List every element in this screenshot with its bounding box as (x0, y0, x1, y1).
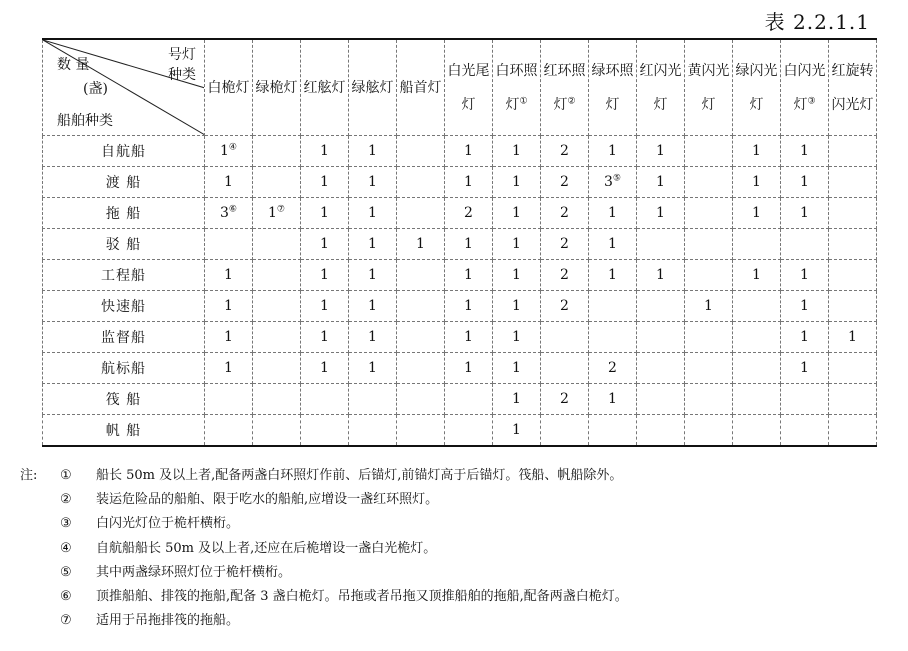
light-count-cell (541, 260, 589, 291)
light-count-cell (829, 260, 877, 291)
light-count-cell (685, 136, 733, 167)
light-count-value: 2 (560, 143, 569, 159)
light-count-cell (733, 384, 781, 415)
light-count-value: 1 (752, 174, 761, 190)
light-count-cell (685, 291, 733, 322)
light-count-cell (541, 229, 589, 260)
light-count-cell (349, 353, 397, 384)
light-count-cell (301, 322, 349, 353)
light-count-cell (733, 229, 781, 260)
footnote-text: 适用于吊拖排筏的拖船。 (96, 613, 240, 629)
light-count-cell (301, 291, 349, 322)
diagonal-header-cell (43, 39, 205, 136)
light-count-cell (829, 136, 877, 167)
light-count-value: 1 (512, 360, 521, 376)
column-header: 绿环照 灯 (589, 39, 637, 136)
footnote-number: ④ (60, 540, 72, 556)
light-count-cell (733, 353, 781, 384)
footnote-text: 自航船船长 50m 及以上者,还应在后桅增设一盏白光桅灯。 (96, 540, 437, 556)
light-count-cell (349, 384, 397, 415)
light-count-cell (397, 415, 445, 447)
footnote-item (20, 464, 628, 488)
light-count-value: 1 (368, 205, 377, 221)
light-count-value: 1 (368, 143, 377, 159)
light-count-cell (637, 291, 685, 322)
light-count-cell (829, 291, 877, 322)
ship-type-cell: 航标船 (43, 353, 205, 384)
light-count-cell (589, 322, 637, 353)
light-count-value: 2 (560, 174, 569, 190)
light-count-cell (733, 291, 781, 322)
light-count-value: 1 (464, 143, 473, 159)
footnote-text: 装运危险品的船舶、限于吃水的船舶,应增设一盏红环照灯。 (96, 492, 439, 508)
light-count-cell (541, 384, 589, 415)
light-count-value: 1 (512, 143, 521, 159)
light-count-value: 1 (224, 174, 233, 190)
light-count-cell (349, 291, 397, 322)
light-count-cell (301, 136, 349, 167)
footnote-text: 顶推船舶、排筏的拖船,配备 3 盏白桅灯。吊拖或者吊拖又顶推船舶的拖船,配备两盏白桅灯。 (96, 589, 628, 605)
light-count-cell (301, 167, 349, 198)
light-count-cell (349, 136, 397, 167)
light-count-cell (301, 229, 349, 260)
table-row (43, 229, 877, 260)
column-header: 红旋转 闪光灯 (829, 39, 877, 136)
light-count-value: 2 (608, 360, 617, 376)
light-count-cell (541, 322, 589, 353)
footnote-item (20, 609, 628, 633)
light-count-cell (733, 136, 781, 167)
light-count-cell (493, 384, 541, 415)
light-count-cell (205, 260, 253, 291)
footnote-lead (20, 561, 60, 585)
light-count-cell (829, 229, 877, 260)
light-count-cell (589, 198, 637, 229)
light-count-cell (445, 291, 493, 322)
light-count-cell (205, 229, 253, 260)
light-count-cell (349, 415, 397, 447)
light-count-value: 1 (512, 267, 521, 283)
light-count-value: 1 (512, 236, 521, 252)
light-count-cell (589, 136, 637, 167)
column-header: 红闪光 灯 (637, 39, 685, 136)
footnote-number: ⑥ (60, 589, 72, 605)
footnote-mark: ④ (228, 142, 237, 153)
light-count-cell (829, 353, 877, 384)
light-count-cell (685, 229, 733, 260)
column-header: 绿闪光 灯 (733, 39, 781, 136)
footnote-mark: ⑥ (228, 204, 237, 215)
column-header: 白闪光 灯③ (781, 39, 829, 136)
table-row (43, 198, 877, 229)
light-count-cell (253, 198, 301, 229)
light-count-value: 2 (560, 205, 569, 221)
light-count-cell (781, 291, 829, 322)
light-count-cell (445, 136, 493, 167)
light-count-value: 1 (608, 143, 617, 159)
light-count-cell (589, 384, 637, 415)
light-count-value: 1 (656, 205, 665, 221)
light-count-cell (349, 229, 397, 260)
light-count-value: 1 (320, 236, 329, 252)
light-count-value: 1 (800, 143, 809, 159)
light-count-cell (541, 167, 589, 198)
light-count-cell (589, 260, 637, 291)
light-count-value: 1 (608, 236, 617, 252)
light-count-value: 1 (224, 360, 233, 376)
light-count-cell (205, 322, 253, 353)
table-row (43, 353, 877, 384)
table-row (43, 136, 877, 167)
column-header: 绿桅灯 (253, 39, 301, 136)
light-count-cell (637, 136, 685, 167)
light-count-cell (733, 198, 781, 229)
light-count-cell (205, 384, 253, 415)
footnote-item (20, 488, 628, 512)
light-count-cell (589, 167, 637, 198)
light-count-value: 1 (512, 205, 521, 221)
footnote-item (20, 537, 628, 561)
light-count-cell (349, 322, 397, 353)
light-count-cell (493, 322, 541, 353)
light-count-cell (637, 198, 685, 229)
light-count-cell (637, 167, 685, 198)
light-count-cell (541, 136, 589, 167)
light-count-value: 1 (752, 143, 761, 159)
light-count-value: 1 (704, 298, 713, 314)
light-count-value: 1 (464, 236, 473, 252)
light-count-cell (589, 291, 637, 322)
light-count-cell (541, 198, 589, 229)
footnote-number: ② (60, 492, 72, 508)
header-row (43, 39, 877, 136)
light-count-value: 1 (464, 360, 473, 376)
light-count-cell (445, 229, 493, 260)
light-count-value: 1 (656, 267, 665, 283)
light-count-cell (637, 384, 685, 415)
footnote-text: 船长 50m 及以上者,配备两盏白环照灯作前、后锚灯,前锚灯高于后锚灯。筏船、帆船除外。 (96, 468, 623, 483)
column-header: 红舷灯 (301, 39, 349, 136)
light-count-cell (205, 136, 253, 167)
light-count-cell (637, 322, 685, 353)
column-header: 白桅灯 (205, 39, 253, 136)
light-count-cell (397, 198, 445, 229)
column-header: 黄闪光 灯 (685, 39, 733, 136)
footnote-number: ⑦ (60, 613, 72, 629)
light-count-cell (301, 198, 349, 229)
light-count-value: 1 (800, 360, 809, 376)
light-count-cell (493, 291, 541, 322)
column-header: 白光尾 灯 (445, 39, 493, 136)
corner-label-light-2: 种类 (168, 67, 196, 83)
light-count-cell (301, 353, 349, 384)
light-count-cell (493, 136, 541, 167)
light-count-cell (829, 167, 877, 198)
light-count-cell (829, 384, 877, 415)
footnote-lead (20, 537, 60, 561)
light-count-cell (829, 415, 877, 447)
light-count-value: 1 (320, 267, 329, 283)
light-count-cell (397, 322, 445, 353)
light-count-cell (781, 353, 829, 384)
light-count-cell (781, 198, 829, 229)
light-count-cell (733, 322, 781, 353)
light-count-value: 1 (512, 174, 521, 190)
light-count-cell (493, 198, 541, 229)
light-count-value: 1 (512, 391, 521, 407)
light-count-cell (637, 229, 685, 260)
light-count-value: 1 (800, 205, 809, 221)
light-count-value: 1 (656, 143, 665, 159)
footnote-item (20, 561, 628, 585)
light-count-cell (781, 229, 829, 260)
light-count-cell (397, 384, 445, 415)
light-count-cell (685, 384, 733, 415)
light-count-value: 1 (368, 174, 377, 190)
footnotes (20, 464, 628, 633)
light-count-value: 1 (464, 329, 473, 345)
light-count-cell (205, 198, 253, 229)
light-count-value: 2 (560, 298, 569, 314)
light-count-cell (685, 167, 733, 198)
table-row (43, 384, 877, 415)
light-count-cell (685, 353, 733, 384)
light-count-cell (685, 415, 733, 447)
light-count-cell (541, 291, 589, 322)
footnote-number: ⑤ (60, 564, 72, 580)
footnote-lead: 注: (20, 468, 38, 483)
light-count-value: 1 (368, 298, 377, 314)
light-count-value: 1 (224, 298, 233, 314)
light-count-cell (397, 291, 445, 322)
table-row (43, 167, 877, 198)
light-count-cell (781, 322, 829, 353)
light-count-cell (253, 229, 301, 260)
footnote-item (20, 585, 628, 609)
ship-type-cell: 工程船 (43, 260, 205, 291)
light-count-value: 1 (320, 329, 329, 345)
light-count-cell (781, 167, 829, 198)
light-count-value: 1 (464, 298, 473, 314)
light-count-cell (349, 198, 397, 229)
light-count-cell (205, 291, 253, 322)
column-header: 红环照 灯② (541, 39, 589, 136)
light-count-value: 1 (512, 329, 521, 345)
footnote-number: ① (60, 468, 72, 483)
light-count-cell (253, 136, 301, 167)
light-count-cell (397, 167, 445, 198)
light-count-value: 1 (224, 329, 233, 345)
light-count-value: 1 (224, 267, 233, 283)
light-count-cell (397, 136, 445, 167)
table-row (43, 322, 877, 353)
light-count-cell (445, 415, 493, 447)
light-count-value: 1 (800, 298, 809, 314)
light-count-value: 1 (464, 174, 473, 190)
light-count-cell (349, 260, 397, 291)
light-count-cell (397, 260, 445, 291)
light-count-cell (637, 260, 685, 291)
footnote-item (20, 512, 628, 536)
corner-label-ship-type: 船舶种类 (57, 113, 113, 129)
light-count-value: 1 (800, 174, 809, 190)
light-count-value: 1 (368, 360, 377, 376)
light-count-value: 1 (368, 267, 377, 283)
ship-type-cell: 自航船 (43, 136, 205, 167)
ship-type-cell: 监督船 (43, 322, 205, 353)
light-count-cell (397, 229, 445, 260)
light-count-value: 1 (800, 267, 809, 283)
light-count-cell (301, 415, 349, 447)
corner-label-quantity: 数 量 (57, 57, 90, 73)
light-count-cell (829, 198, 877, 229)
column-header: 白环照 灯① (493, 39, 541, 136)
light-count-cell (445, 322, 493, 353)
signal-lights-table-container (42, 38, 877, 447)
light-count-cell (493, 167, 541, 198)
light-count-value: 1 (416, 236, 425, 252)
light-count-cell (445, 167, 493, 198)
light-count-cell (253, 415, 301, 447)
light-count-cell (205, 167, 253, 198)
light-count-value: 1 (656, 174, 665, 190)
table-body (43, 136, 877, 447)
light-count-cell (253, 353, 301, 384)
light-count-cell (781, 260, 829, 291)
light-count-value: 2 (560, 391, 569, 407)
light-count-value: 1 (464, 267, 473, 283)
light-count-cell (541, 353, 589, 384)
table-row (43, 260, 877, 291)
column-header: 绿舷灯 (349, 39, 397, 136)
light-count-cell (829, 322, 877, 353)
ship-type-cell: 帆 船 (43, 415, 205, 447)
light-count-cell (589, 353, 637, 384)
footnote-lead (20, 609, 60, 633)
light-count-cell (685, 260, 733, 291)
corner-label-light-1: 号灯 (168, 47, 196, 63)
light-count-cell (589, 229, 637, 260)
light-count-value: 1 (320, 143, 329, 159)
light-count-value: 1 (608, 267, 617, 283)
light-count-cell (733, 260, 781, 291)
light-count-cell (253, 291, 301, 322)
footnote-number: ③ (60, 516, 72, 532)
light-count-cell (781, 136, 829, 167)
light-count-cell (445, 198, 493, 229)
light-count-value: 1 (320, 298, 329, 314)
footnote-text: 白闪光灯位于桅杆横桁。 (96, 516, 240, 532)
light-count-cell (445, 260, 493, 291)
light-count-cell (733, 167, 781, 198)
light-count-value: 1 (800, 329, 809, 345)
light-count-value: 1 (220, 143, 229, 159)
ship-type-cell: 筏 船 (43, 384, 205, 415)
light-count-value: 1 (320, 205, 329, 221)
light-count-cell (493, 229, 541, 260)
light-count-value: 1 (512, 422, 521, 438)
light-count-value: 1 (512, 298, 521, 314)
footnote-lead (20, 585, 60, 609)
signal-lights-table (42, 38, 877, 447)
light-count-value: 2 (560, 267, 569, 283)
light-count-cell (781, 384, 829, 415)
column-header: 船首灯 (397, 39, 445, 136)
light-count-cell (301, 260, 349, 291)
light-count-cell (445, 384, 493, 415)
light-count-value: 1 (752, 267, 761, 283)
light-count-cell (349, 167, 397, 198)
light-count-cell (685, 322, 733, 353)
light-count-cell (493, 415, 541, 447)
light-count-value: 2 (560, 236, 569, 252)
light-count-value: 1 (368, 329, 377, 345)
light-count-value: 1 (320, 174, 329, 190)
light-count-cell (493, 260, 541, 291)
light-count-value: 1 (752, 205, 761, 221)
table-row (43, 291, 877, 322)
light-count-cell (253, 322, 301, 353)
light-count-cell (781, 415, 829, 447)
ship-type-cell: 拖 船 (43, 198, 205, 229)
corner-label-unit: (盏) (83, 81, 108, 97)
light-count-cell (253, 260, 301, 291)
light-count-cell (253, 384, 301, 415)
light-count-value: 1 (608, 391, 617, 407)
ship-type-cell: 渡 船 (43, 167, 205, 198)
light-count-cell (253, 167, 301, 198)
light-count-value: 1 (268, 205, 277, 221)
ship-type-cell: 快速船 (43, 291, 205, 322)
footnote-lead (20, 488, 60, 512)
light-count-cell (541, 415, 589, 447)
light-count-value: 3 (220, 205, 229, 221)
light-count-cell (733, 415, 781, 447)
light-count-cell (445, 353, 493, 384)
light-count-value: 1 (608, 205, 617, 221)
light-count-value: 1 (320, 360, 329, 376)
footnote-text: 其中两盏绿环照灯位于桅杆横桁。 (96, 564, 292, 580)
footnote-mark: ⑦ (276, 204, 285, 215)
light-count-cell (397, 353, 445, 384)
light-count-cell (637, 353, 685, 384)
light-count-cell (493, 353, 541, 384)
light-count-cell (205, 415, 253, 447)
light-count-value: 1 (848, 329, 857, 345)
light-count-value: 1 (368, 236, 377, 252)
light-count-cell (301, 384, 349, 415)
ship-type-cell: 驳 船 (43, 229, 205, 260)
table-row (43, 415, 877, 447)
light-count-cell (685, 198, 733, 229)
footnote-lead (20, 512, 60, 536)
light-count-cell (205, 353, 253, 384)
light-count-cell (589, 415, 637, 447)
light-count-value: 2 (464, 205, 473, 221)
light-count-value: 3 (604, 174, 613, 190)
footnote-mark: ⑤ (612, 173, 621, 184)
light-count-cell (637, 415, 685, 447)
table-number: 表 2.2.1.1 (764, 10, 870, 34)
